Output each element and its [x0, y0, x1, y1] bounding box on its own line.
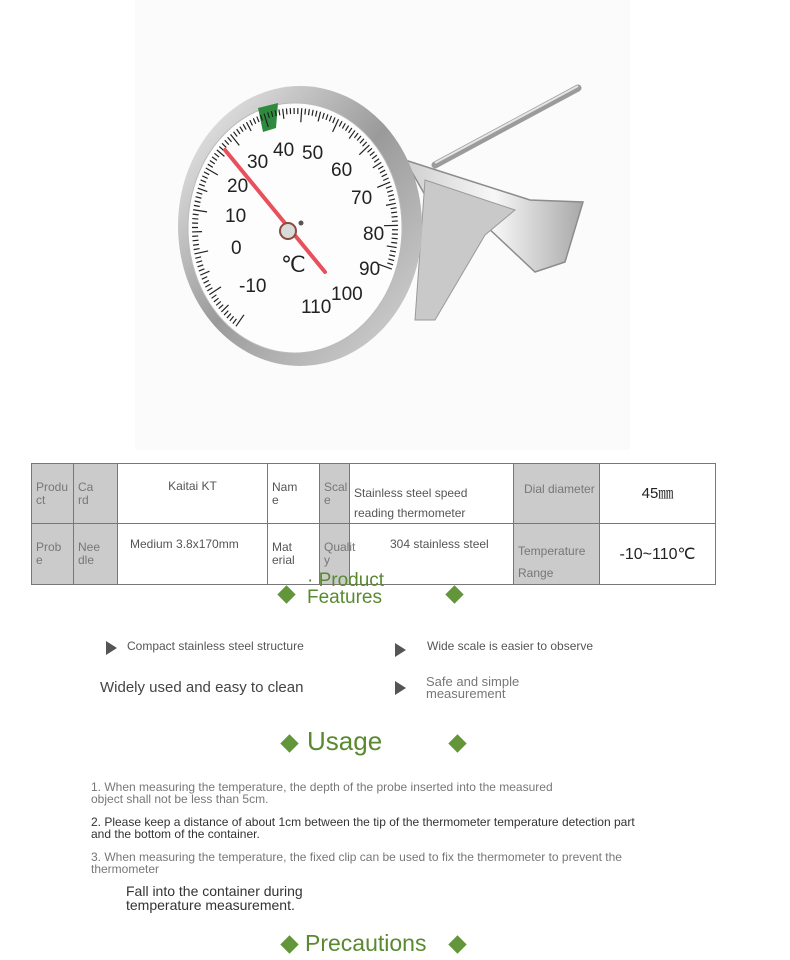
- dial-number: 110: [301, 297, 332, 318]
- triangle-bullet-icon: [395, 643, 406, 657]
- usage-step: Fall into the container during temperature measurement.: [126, 883, 303, 913]
- thermometer-illustration: [135, 0, 630, 450]
- spec-row: [32, 464, 716, 524]
- scale-tick: [392, 216, 398, 217]
- dial-number: 60: [331, 160, 353, 181]
- scale-tick: [305, 109, 306, 115]
- spec-value: Kaitai KT: [118, 464, 268, 524]
- feature-item: Widely used and easy to clean: [100, 679, 304, 696]
- product-photo: [135, 0, 630, 450]
- feature-item: Compact stainless steel structure: [127, 639, 304, 653]
- dial-number: 40: [273, 140, 295, 161]
- diamond-icon: [280, 935, 298, 953]
- probe-stem: [435, 88, 578, 165]
- diamond-icon: [448, 935, 466, 953]
- spec-label: Scale: [320, 464, 350, 524]
- diamond-icon: [448, 734, 466, 752]
- dial-number: 20: [227, 176, 249, 197]
- spec-label: Product: [32, 464, 74, 524]
- spec-table: [31, 463, 716, 585]
- usage-step: 2. Please keep a distance of about 1cm between the tip of the thermometer temperature detection part and the bottom of the container.: [91, 815, 635, 841]
- triangle-bullet-icon: [395, 681, 406, 695]
- scale-tick: [308, 109, 309, 115]
- spec-label: Material: [268, 524, 320, 585]
- spec-label: Needle: [74, 524, 118, 585]
- spec-label: Quality: [320, 524, 350, 585]
- scale-tick: [392, 238, 398, 239]
- diamond-icon: [445, 585, 463, 603]
- needle-hub: [280, 223, 296, 239]
- dial-number: 90: [359, 259, 381, 280]
- scale-tick: [193, 244, 199, 245]
- dial-number: 0: [231, 238, 242, 259]
- spec-value: -10~110℃: [600, 524, 716, 585]
- scale-tick: [391, 242, 397, 243]
- dial-number: 70: [351, 188, 373, 209]
- usage-step: 3. When measuring the temperature, the fixed clip can be used to fix the thermometer to prevent the thermometer: [91, 850, 622, 876]
- spec-value: Stainless steel speed reading thermometer: [350, 464, 514, 524]
- dial-number: 30: [247, 152, 269, 173]
- usage-step: 1. When measuring the temperature, the depth of the probe inserted into the measured object shall not be less than 5cm.: [91, 780, 553, 806]
- precautions-title: Precautions: [305, 930, 427, 956]
- dial-unit: ℃: [281, 252, 306, 277]
- spec-label: Temperature Range: [514, 524, 600, 585]
- dial-number: 10: [225, 206, 247, 227]
- triangle-bullet-icon: [106, 641, 117, 655]
- dial-number: -10: [239, 276, 267, 297]
- scale-tick: [193, 214, 199, 215]
- spec-label: Probe: [32, 524, 74, 585]
- dial-number: 50: [302, 143, 324, 164]
- scale-tick: [193, 240, 199, 241]
- spec-value: 45㎜: [600, 464, 716, 524]
- feature-item: Wide scale is easier to observe: [427, 639, 594, 653]
- scale-tick: [391, 212, 397, 213]
- spec-value: Medium 3.8x170mm: [118, 524, 268, 585]
- diamond-icon: [277, 585, 295, 603]
- features-title: · Product Features: [307, 570, 385, 608]
- dial-number: 100: [331, 284, 363, 305]
- spec-value: 304 stainless steel: [350, 524, 514, 585]
- usage-title: Usage: [307, 726, 383, 756]
- spec-label: Card: [74, 464, 118, 524]
- diamond-icon: [280, 734, 298, 752]
- dial-number: 80: [363, 224, 385, 245]
- spec-label: Dial diameter: [514, 464, 600, 524]
- spec-label: Name: [268, 464, 320, 524]
- feature-item: Safe and simple measurement: [426, 674, 520, 701]
